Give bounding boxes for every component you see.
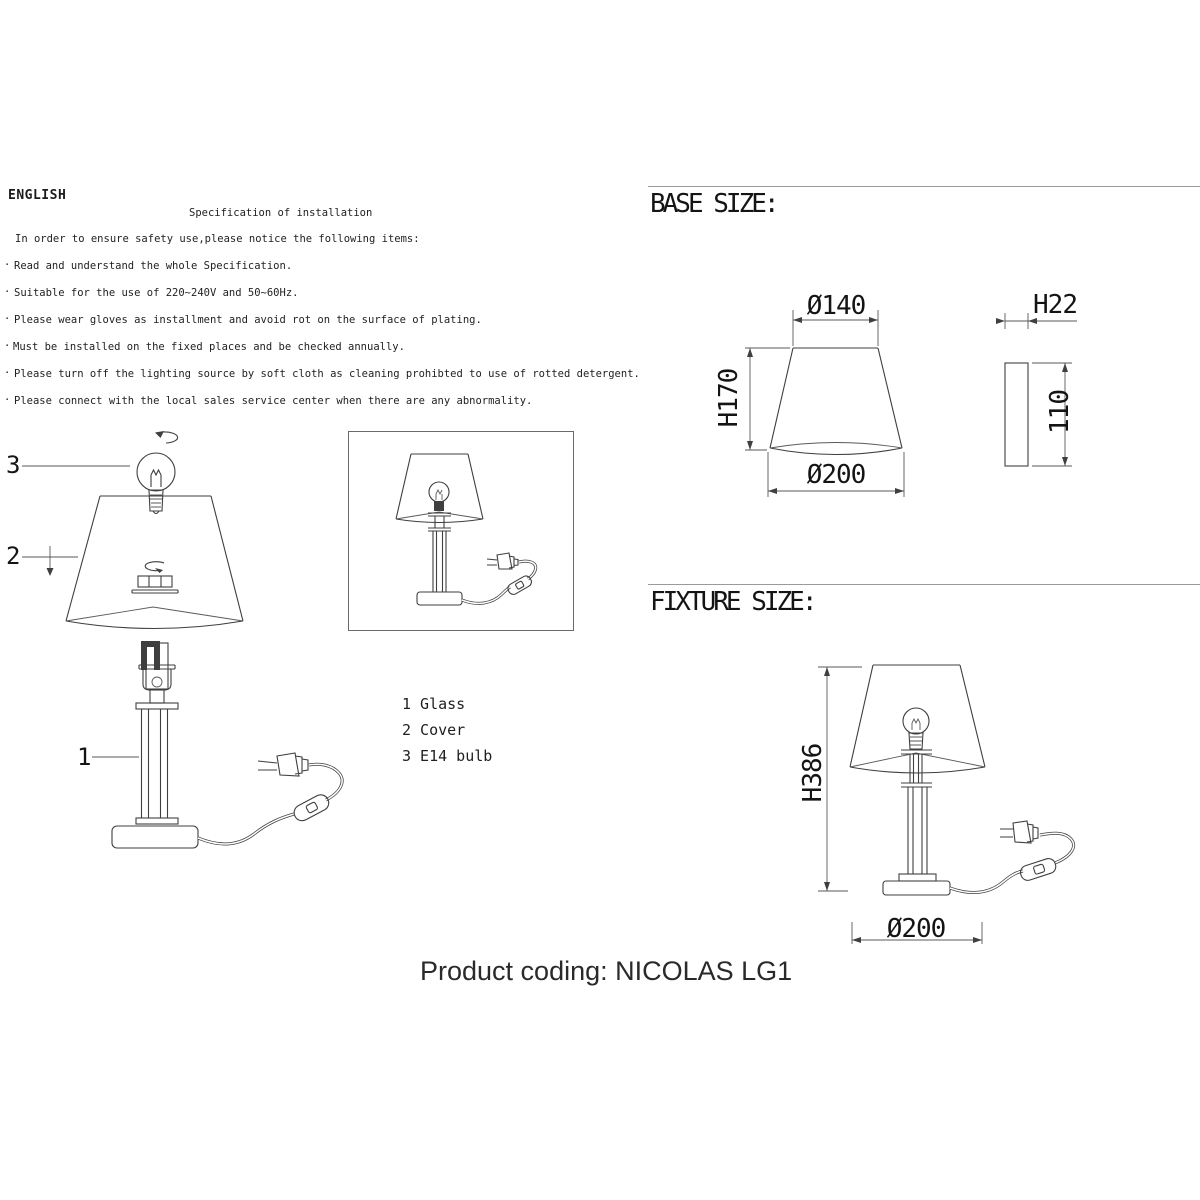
spec-title: Specification of installation [189, 207, 373, 219]
assembled-lamp-drawing [349, 432, 573, 630]
legend-item-cover: 2 Cover [402, 721, 466, 739]
inline-switch-drawing [1019, 857, 1058, 882]
base-size-heading: BASE SIZE: [650, 189, 777, 219]
shade-drawing [396, 454, 483, 523]
bulb-drawing [903, 708, 929, 749]
product-coding: Product coding: NICOLAS LG1 [420, 956, 793, 986]
dim-side-height: 110 [1045, 390, 1075, 434]
spec-bullet: Suitable for the use of 220~240V and 50~60Hz. [14, 287, 299, 299]
leader-line-2 [22, 546, 78, 576]
dim-fixture-diameter: Ø200 [886, 914, 946, 944]
dim-shade-height: H170 [714, 368, 744, 428]
power-plug-drawing [258, 753, 308, 776]
bulb-drawing [429, 482, 449, 511]
fixture-size-heading: FIXTURE SIZE: [650, 587, 815, 617]
bullet-dot: · [4, 340, 11, 352]
shade-drawing [66, 496, 243, 629]
part-label-1: 1 [77, 743, 92, 771]
bullet-dot: · [4, 394, 11, 406]
rotation-arrow-icon [145, 562, 164, 573]
inline-switch-drawing [291, 792, 331, 823]
spec-bullet: Read and understand the whole Specification. [14, 260, 293, 272]
section-divider [648, 584, 1200, 585]
part-label-3: 3 [6, 451, 21, 479]
part-label-2: 2 [6, 542, 21, 570]
bullet-dot: · [4, 259, 11, 271]
spec-intro: In order to ensure safety use,please notice the following items: [15, 233, 420, 245]
assembled-lamp-box [348, 431, 574, 631]
dimension-line-height [745, 348, 790, 450]
section-divider [648, 186, 1200, 187]
bullet-dot: · [4, 313, 11, 325]
side-profile-outline [1005, 363, 1028, 466]
power-plug-drawing [1000, 821, 1038, 843]
legend-item-glass: 1 Glass [402, 695, 466, 713]
legend-item-bulb: 3 E14 bulb [402, 747, 493, 765]
spec-bullet: Please connect with the local sales service center when there are any abnormality. [14, 395, 533, 407]
rotation-arrow-icon [155, 431, 178, 443]
dim-side-thickness: H22 [1033, 290, 1077, 320]
bullet-dot: · [4, 286, 11, 298]
power-plug-drawing [487, 553, 518, 569]
bulb-drawing [137, 453, 175, 514]
inline-switch-drawing [506, 574, 533, 596]
spec-bullet: Please wear gloves as installment and avoid rot on the surface of plating. [14, 314, 482, 326]
bullet-dot: · [4, 367, 11, 379]
exploded-view-drawing [0, 425, 350, 865]
spec-bullet: Must be installed on the fixed places and be checked annually. [13, 341, 405, 353]
lamp-body-drawing [417, 513, 462, 605]
dim-shade-top-diameter: Ø140 [806, 291, 866, 321]
socket-top-view-drawing [132, 576, 178, 593]
spec-bullet: Please turn off the lighting source by soft cloth as cleaning prohibted to use of rotted detergent. [14, 368, 640, 380]
lamp-body-drawing [112, 641, 198, 848]
language-label: ENGLISH [8, 188, 67, 203]
shade-outline-drawing [770, 348, 902, 455]
power-cord-drawing [198, 764, 342, 844]
dim-fixture-height: H386 [798, 743, 828, 803]
dim-shade-bottom-diameter: Ø200 [806, 460, 866, 490]
